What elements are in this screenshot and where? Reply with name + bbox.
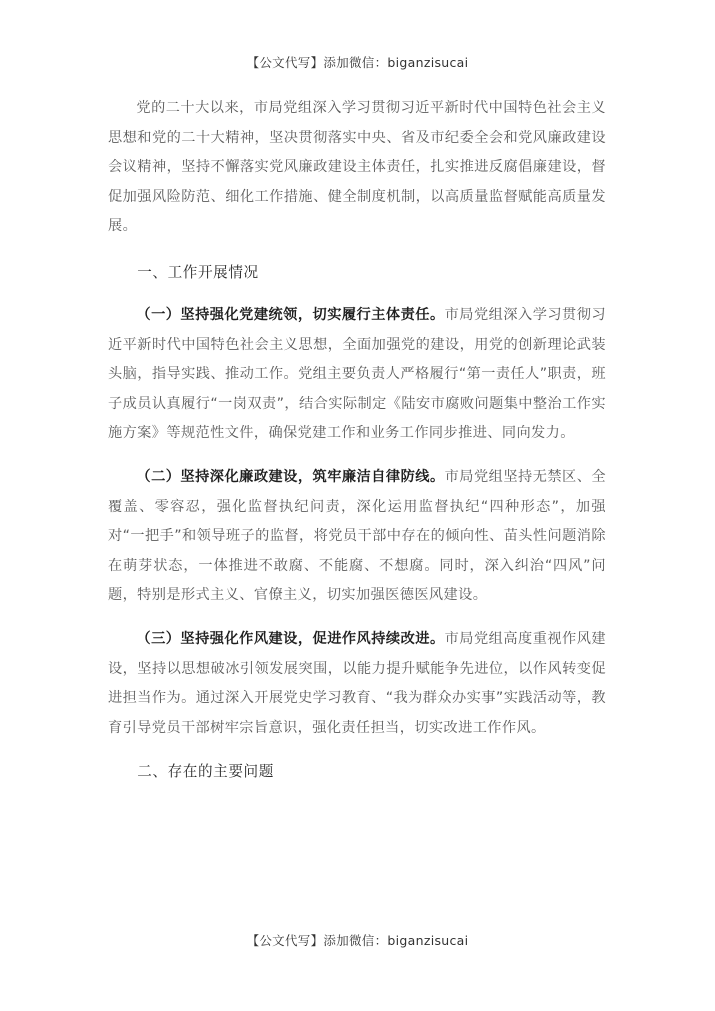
item-2-lead: （二）坚持深化廉政建设，筑牢廉洁自律防线。 [136,468,445,485]
item-1-paragraph [108,301,606,449]
item-1-body: 市局党组深入学习贯彻习近平新时代中国特色社会主义思想，全面加强党的建设，用党的创新理论武装头脑，指导实践、推动工作。党组主要负责人严格履行“第一责任人”职责，班子成员认真履行“一岗双责”，结合实际制定《陆安市腐败问题集中整治工作实施方案》等规范性文件，确保党建工作和业务工作同步推进、同向发力。 [108,306,606,442]
header-wechat-label: 添加微信： [323,55,388,70]
header-brand: 【公文代写】 [246,55,324,70]
section-heading-2: 二、存在的主要问题 [137,763,274,781]
header-wechat-id: biganzisucai [387,55,469,70]
document-body [108,94,606,800]
item-3-paragraph [108,625,606,743]
item-3-body: 市局党组高度重视作风建设，坚持以思想破冰引领发展突围，以能力提升赋能争先进位，以作风转变促进担当作为。通过深入开展党史学习教育、“我为群众办实事”实践活动等，教育引导党员干部树牢宗旨意识，强化责任担当，切实改进工作作风。 [108,630,606,736]
item-1-lead: （一）坚持强化党建统领，切实履行主体责任。 [136,306,445,323]
footer-brand: 【公文代写】 [246,933,324,948]
footer-wechat-label: 添加微信： [323,933,388,948]
intro-paragraph: 党的二十大以来，市局党组深入学习贯彻习近平新时代中国特色社会主义思想和党的二十大精神，坚决贯彻落实中央、省及市纪委全会和党风廉政建设会议精神，坚持不懈落实党风廉政建设主体责任，扎实推进反腐倡廉建设，督促加强风险防范、细化工作措施、健全制度机制，以高质量监督赋能高质量发展。 [108,100,606,235]
page-footer [0,931,715,949]
section-heading-1: 一、工作开展情况 [137,263,259,281]
footer-wechat-id: biganzisucai [387,933,469,948]
page-header [0,53,715,71]
item-2-paragraph [108,463,606,611]
item-3-lead: （三）坚持强化作风建设，促进作风持续改进。 [136,630,445,647]
item-2-body: 市局党组坚持无禁区、全覆盖、零容忍，强化监督执纪问责，深化运用监督执纪“四种形态”，加强对“一把手”和领导班子的监督，将党员干部中存在的倾向性、苗头性问题消除在萌芽状态，一体推进不敢腐、不能腐、不想腐。同时，深入纠治“四风”问题，特别是形式主义、官僚主义，切实加强医德医风建设。 [108,468,606,604]
